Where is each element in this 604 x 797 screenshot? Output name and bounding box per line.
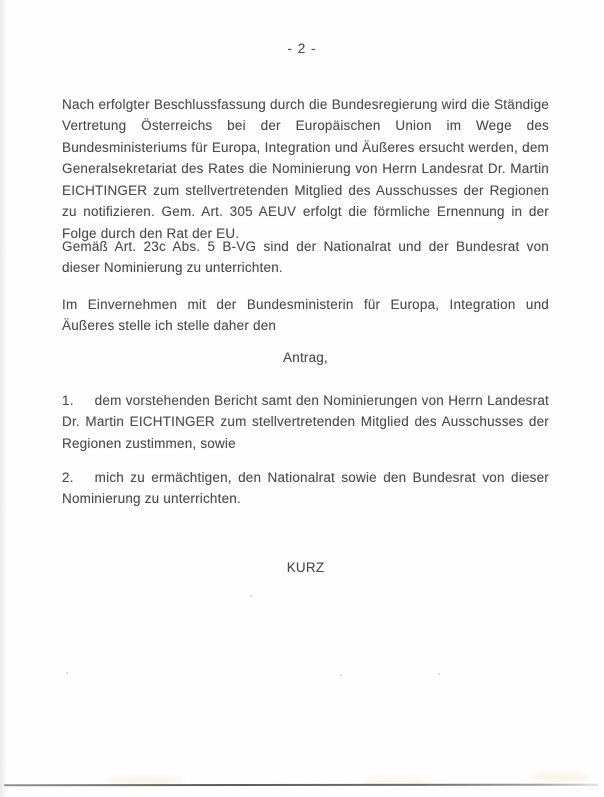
motion-item-2-text: mich zu ermächtigen, den Nationalrat sowie den Bundesrat von dieser Nominierung zu unterrichten. [62,469,549,507]
motion-item-1-text: dem vorstehenden Bericht samt den Nominierungen von Herrn Landesrat Dr. Martin EICHTINGER zum stellvertretenden Mitglied des Ausschusses der Regionen zustimmen, sowie [62,392,549,451]
scan-left-edge-shadow [0,0,7,797]
scan-dust-speck [66,672,68,674]
scan-dust-speck [438,673,440,675]
motion-item-1-number: 1. [62,392,74,408]
motion-item-2 [62,467,549,510]
scan-smudge [530,772,590,782]
motion-heading: Antrag, [283,349,328,365]
motion-item-1 [62,390,549,455]
tab-spacer [74,481,95,482]
tab-spacer [74,404,95,405]
signature-name: KURZ [286,559,325,575]
paragraph-agreement: Im Einvernehmen mit der Bundesministerin für Europa, Integration und Äußeres stelle ich stelle daher den [62,296,549,334]
scan-dust-speck [340,674,342,676]
page-number: - 2 - [287,41,317,56]
paragraph-legal-basis: Gemäß Art. 23c Abs. 5 B-VG sind der Nationalrat und der Bundesrat von dieser Nominierung zu unterrichten. [62,238,549,276]
motion-item-2-number: 2. [62,469,74,485]
scan-dust-speck [250,595,252,597]
scan-bottom-edge-line [4,784,598,787]
paragraph-nomination-procedure: Nach erfolgter Beschlussfassung durch die Bundesregierung wird die Ständige Vertretung Österreichs bei der Europäischen Union im Wege des Bundesministeriums für Europa, Integration und Äußeres ersucht werden, dem Generalsekretariat des Rates die Nominierung von Herrn Landesrat Dr. Martin EICHTINGER zum stellvertretenden Mitglied des Ausschusses der Regionen zu notifizieren. Gem. Art. 305 AEUV erfolgt die förmliche Ernennung in der Folge durch den Rat der EU. [62,96,549,242]
